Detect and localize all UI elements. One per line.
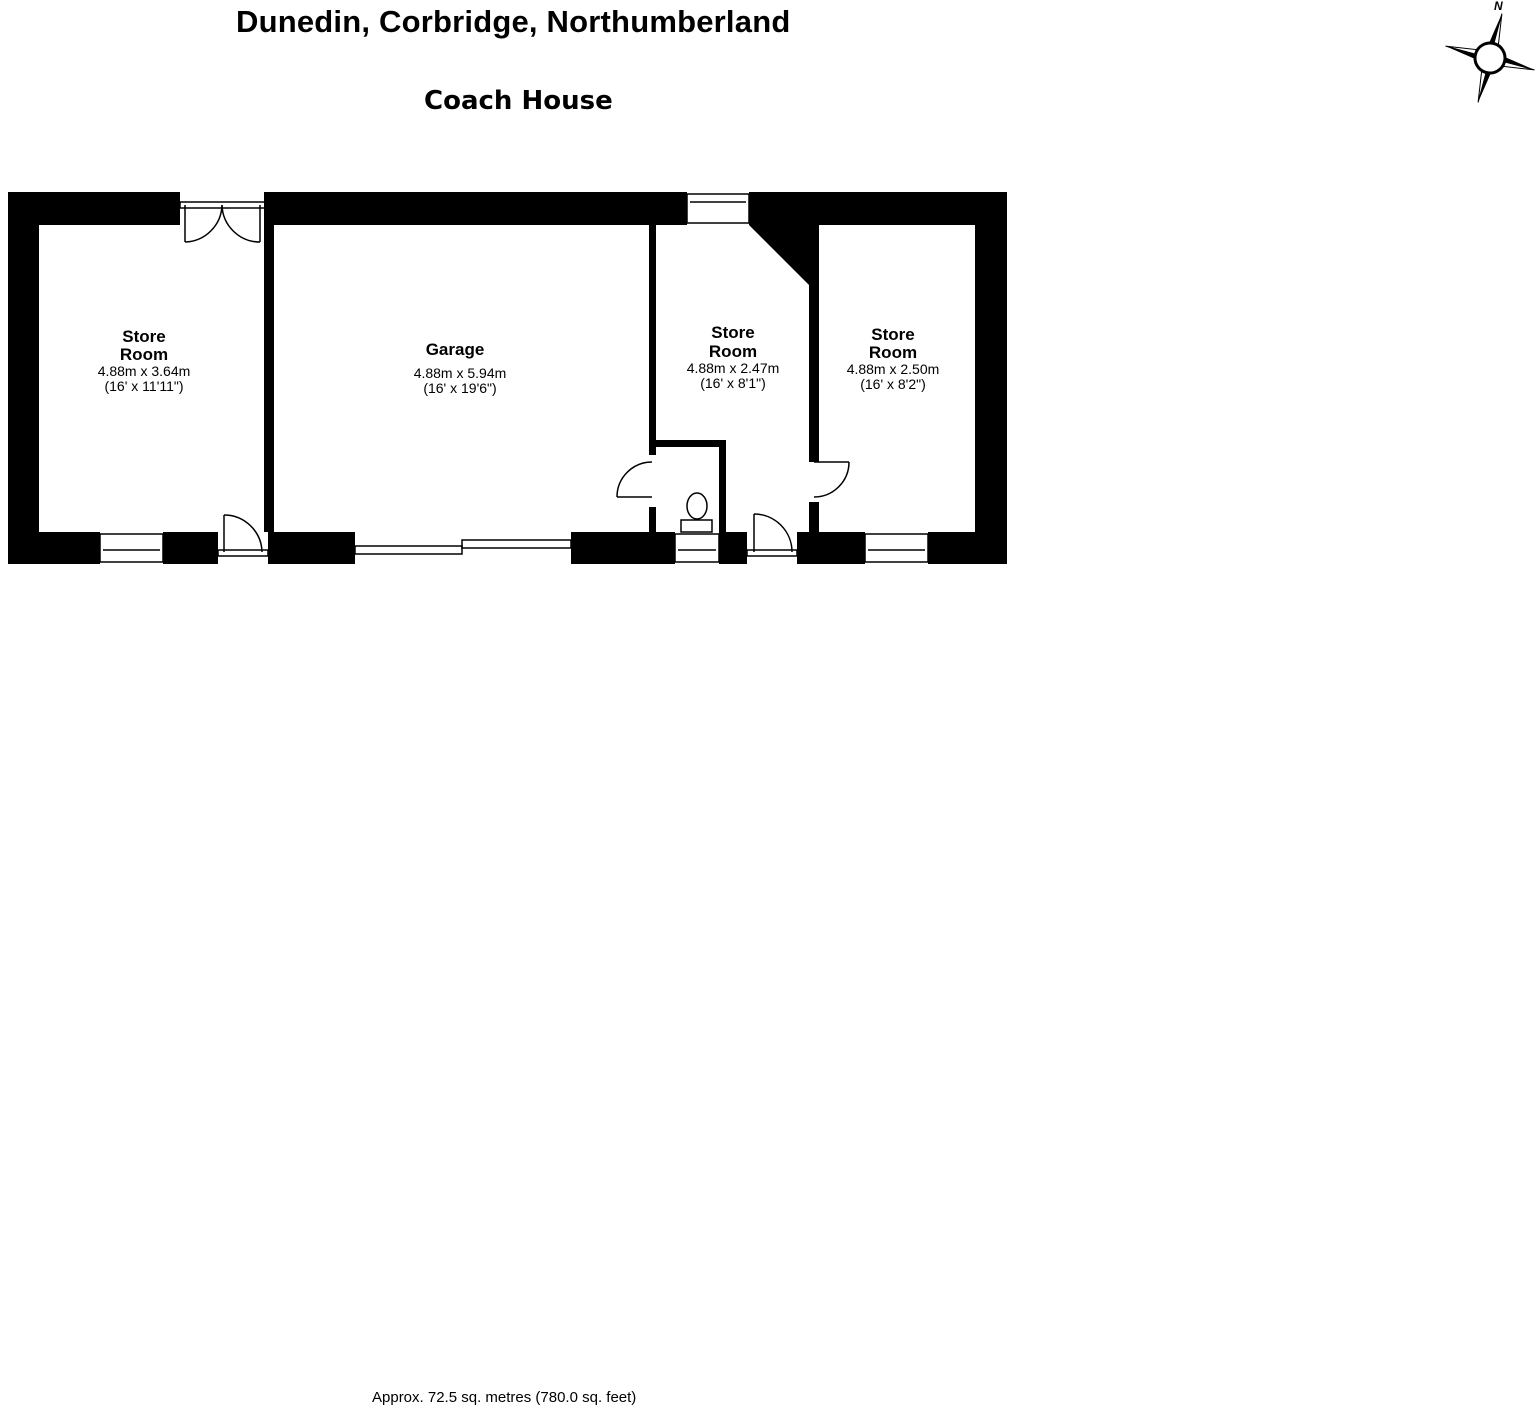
room-2-metric: 4.88m x 5.94m	[413, 365, 507, 381]
toilet-icon	[681, 493, 712, 532]
room-2-imperial: (16' x 19'6")	[423, 380, 497, 396]
room-4-imperial: (16' x 8'2")	[860, 376, 926, 392]
room-3-metric: 4.88m x 2.47m	[686, 360, 780, 376]
room-1-name-line2: Room	[119, 345, 169, 364]
garage-door	[355, 540, 571, 554]
plan-subtitle: Coach House	[424, 86, 613, 116]
room-3-name-line2: Room	[708, 342, 758, 361]
room-4-name-line1: Store	[871, 325, 915, 344]
room-3-imperial: (16' x 8'1")	[700, 375, 766, 391]
room-4-metric: 4.88m x 2.50m	[846, 361, 940, 377]
room-1-metric: 4.88m x 3.64m	[97, 363, 191, 379]
room-4-name-line2: Room	[868, 343, 918, 362]
room-1-name-line1: Store	[122, 327, 166, 346]
compass-north-label: N	[1494, 0, 1503, 13]
room-2-name: Garage	[425, 340, 485, 359]
area-summary: Approx. 72.5 sq. metres (780.0 sq. feet)	[372, 1389, 637, 1406]
room-1-imperial: (16' x 11'11")	[104, 378, 184, 394]
plan-title: Dunedin, Corbridge, Northumberland	[236, 4, 791, 39]
room-3-name-line1: Store	[711, 323, 755, 342]
floor-plan	[0, 0, 1536, 620]
